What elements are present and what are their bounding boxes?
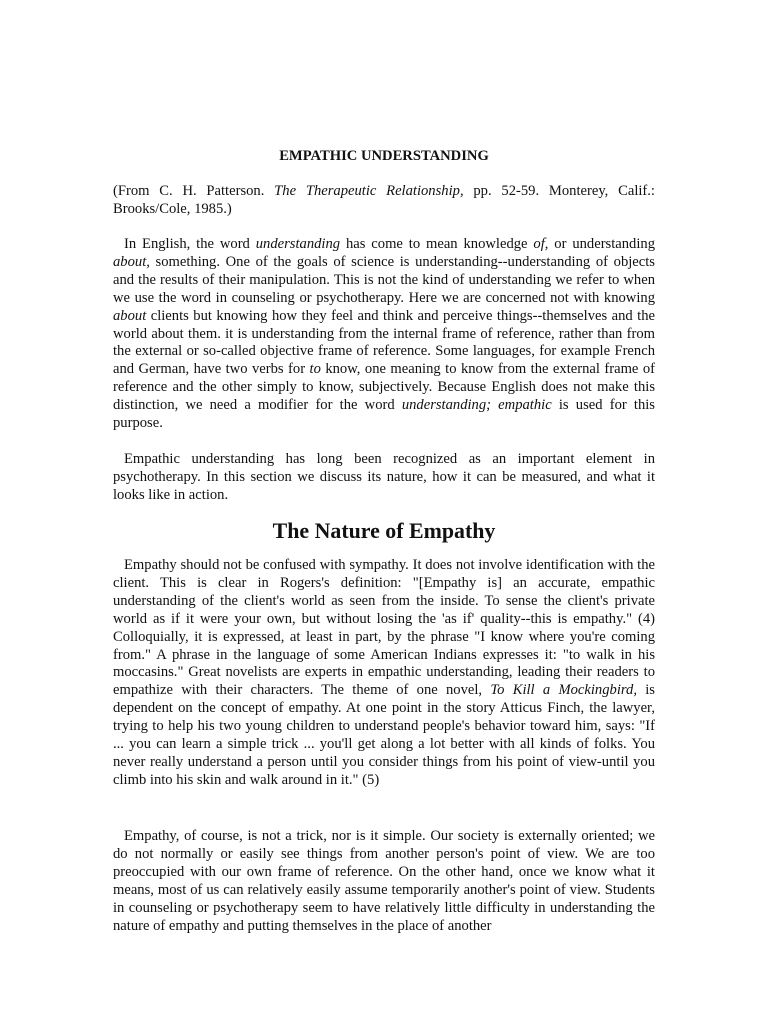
paragraph-1-text: or understanding (548, 236, 656, 252)
citation (113, 183, 655, 219)
paragraph-1-text: know, one meaning to know from the external frame of reference and the other simply to know, subjectively. Because English does not make this distinction, we need a modifier for the word (113, 361, 656, 414)
document-title: EMPATHIC UNDERSTANDING (279, 148, 489, 164)
paragraph-3-italic: To Kill a Mockingbird, (490, 682, 637, 699)
paragraph-1-text: has come to mean knowledge (340, 236, 534, 252)
paragraph-1-italic: to (309, 361, 321, 378)
citation-suffix: , pp. 52-59. Monterey, Calif.: Brooks/Cole, 1985.) (113, 183, 655, 217)
citation-book-title: The Therapeutic Relationship (274, 183, 460, 199)
paragraph-1 (113, 236, 655, 433)
paragraph-1-text: is used for this purpose. (113, 397, 655, 432)
section-heading: The Nature of Empathy (272, 518, 496, 543)
paragraph-1-text: clients but knowing how they feel and think and perceive things--themselves and the world about them. it is understanding from the internal frame of reference, rather than from the external or so-called objective frame of reference. Some languages, for example French and German, have two verbs for (113, 307, 655, 378)
paragraph-3-text: is dependent on the concept of empathy. At one point in the story Atticus Finch, the lawyer, trying to help his two young children to understand people's behavior toward him, says: "If ... you can learn a simple trick ... you'll get along a lot better with all kinds of folks. You never really understand a person until you consider things from his point of view-until you climb into his skin and walk around in it." (5) (113, 682, 655, 788)
citation-prefix: (From C. H. Patterson. (113, 183, 275, 199)
paragraph-1-text: something. One of the goals of science is understanding--understanding of objects and the results of their manipulation. This is not the kind of understanding we refer to when we use the word in counseling or psychotherapy. Here we are concerned not with knowing (113, 253, 655, 306)
paragraph-3 (113, 557, 655, 790)
paragraph-2: Empathic understanding has long been recognized as an important element in psychotherapy. In this section we discuss its nature, how it can be measured, and what it looks like in action. (113, 451, 655, 503)
paragraph-1-italic: about, (113, 253, 150, 270)
paragraph-1-italic: understanding (255, 236, 341, 252)
paragraph-1-italic: of, (533, 236, 549, 252)
paragraph-4: Empathy, of course, is not a trick, nor is it simple. Our society is externally oriented; we do not normally or easily see things from another person's point of view. We are too preoccupied with our own frame of reference. On the other hand, once we know what it means, most of us can relatively easily assume temporarily another's point of view. Students in counseling or psychotherapy seem to have relatively little difficulty in understanding the nature of empathy and putting themselves in the place of another (113, 828, 655, 934)
paragraph-1-text: In English, the word (124, 236, 256, 252)
paragraph-1-italic: understanding; empathic (401, 397, 552, 414)
paragraph-1-italic: about (113, 307, 147, 324)
paragraph-3-text: Empathy should not be confused with sympathy. It does not involve identification with the client. This is clear in Rogers's definition: "[Empathy is] an accurate, empathic understanding of the client's world as seen from the inside. To sense the client's private world as if it were your own, but without losing the 'as if' quality--this is empathy." (4) Colloquially, it is expressed, at least in part, by the phrase "I know where you're coming from." A phrase in the language of some American Indians expresses it: "to walk in his moccasins." Great novelists are experts in empathic understanding, leading their readers to empathize with their characters. The theme of one novel, (113, 557, 655, 699)
